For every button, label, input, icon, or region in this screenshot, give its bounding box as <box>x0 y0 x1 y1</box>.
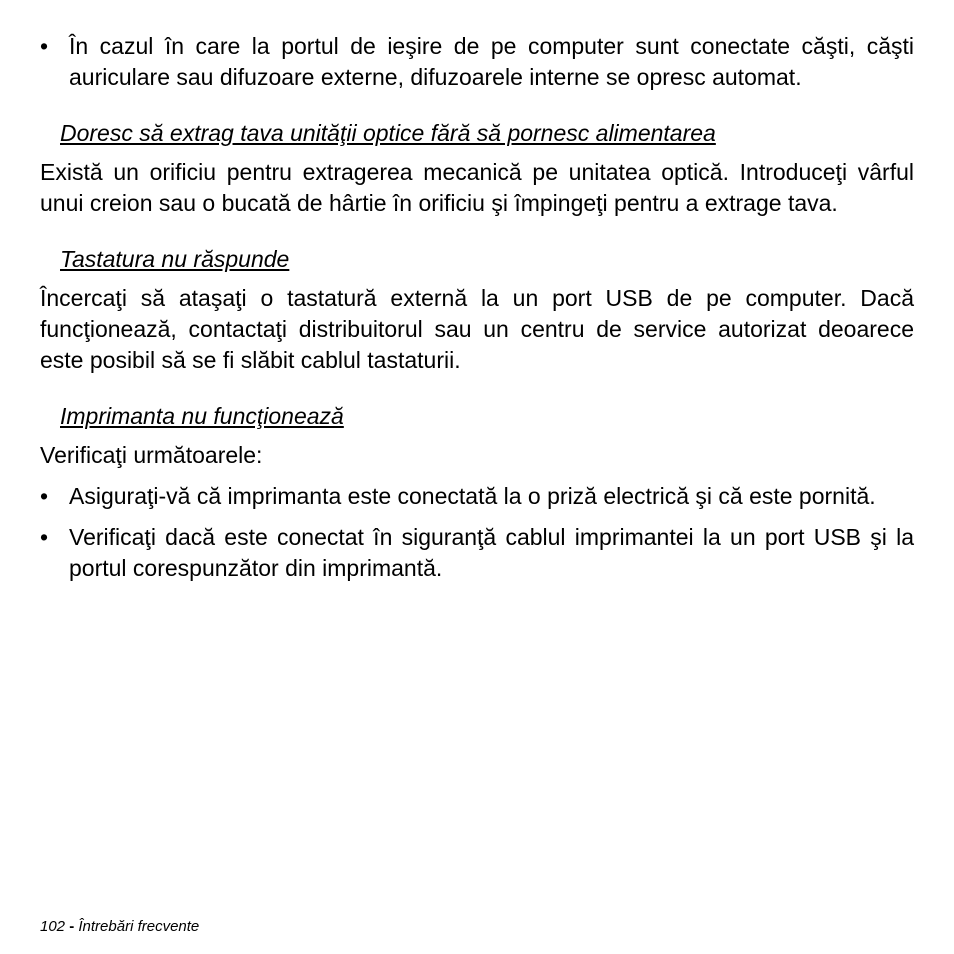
optical-drive-heading: Doresc să extrag tava unităţii optice fără să pornesc alimentarea <box>60 120 716 146</box>
printer-intro: Verificaţi următoarele: <box>40 442 263 468</box>
bullet-icon: • <box>40 483 49 509</box>
intro-bullet-item <box>40 31 914 93</box>
printer-bullet-item <box>40 481 914 512</box>
optical-drive-body: Există un orificiu pentru extragerea mecanică pe unitatea optică. Introduceţi vârful unui creion sau o bucată de hârtie în orificiu şi împingeţi pentru a extrage tava. <box>40 159 914 216</box>
printer-bullet-text: Verificaţi dacă este conectat în siguranţă cablul imprimantei la un port USB şi la portul corespunzător din imprimantă. <box>69 524 914 581</box>
document-page <box>40 31 914 584</box>
keyboard-body: Încercaţi să ataşaţi o tastatură externă la un port USB de pe computer. Dacă funcţionează, contactaţi distribuitorul sau un centru de service autorizat deoarece este posibil să se fi slăbit cablul tastaturii. <box>40 285 914 373</box>
page-footer <box>40 918 199 936</box>
printer-bullet-item <box>40 522 914 584</box>
printer-heading: Imprimanta nu funcţionează <box>60 403 344 429</box>
footer-section-title: Întrebări frecvente <box>78 918 200 935</box>
printer-bullet-text: Asiguraţi-vă că imprimanta este conectată la o priză electrică şi că este pornită. <box>69 483 876 509</box>
bullet-icon: • <box>40 524 49 550</box>
bullet-icon: • <box>40 33 49 59</box>
intro-bullet-text: În cazul în care la portul de ieşire de pe computer sunt conectate căşti, căşti auriculare sau difuzoare externe, difuzoarele interne se opresc automat. <box>69 33 914 90</box>
page-number: 102 <box>40 918 66 935</box>
keyboard-heading: Tastatura nu răspunde <box>60 246 290 272</box>
footer-separator: - <box>69 918 75 935</box>
